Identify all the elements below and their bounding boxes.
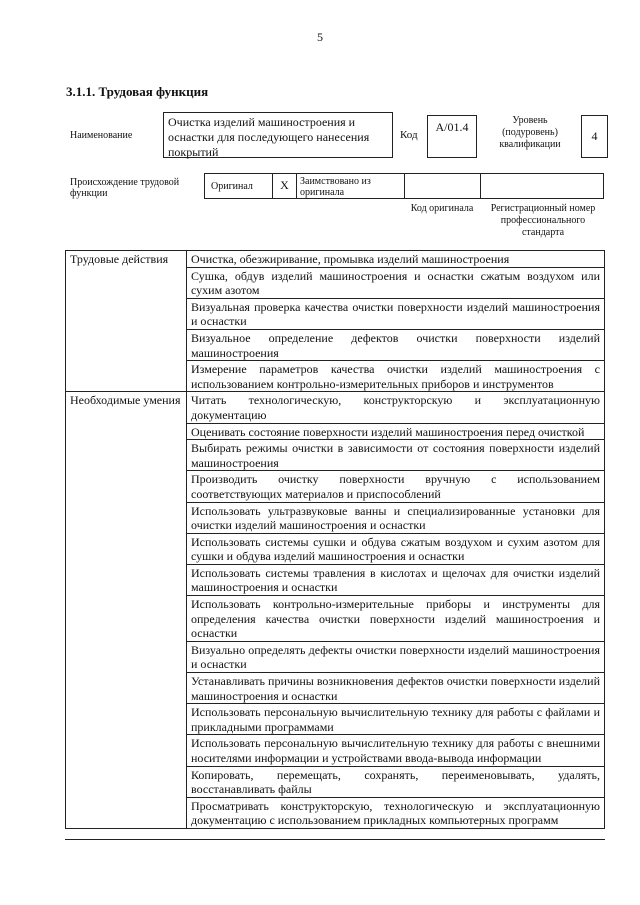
original-code-label: Код оригинала <box>410 203 474 214</box>
function-table <box>65 250 605 829</box>
page-number: 5 <box>317 30 323 44</box>
skill-item: Копировать, перемещать, сохранять, переименовывать, удалять, восстанавливать файлы <box>187 766 605 797</box>
original-label: Оригинал <box>205 174 273 198</box>
section-title: 3.1.1. Трудовая функция <box>66 84 209 99</box>
labor-action-item: Очистка, обезжиривание, промывка изделий машиностроения <box>187 251 605 268</box>
name-value-box: Очистка изделий машиностроения и оснастки для последующего нанесения покрытий <box>163 112 393 158</box>
skill-item: Производить очистку поверхности вручную с использованием соответствующих материалов и приспособлений <box>187 471 605 502</box>
origin-label: Происхождение трудовой функции <box>70 177 180 199</box>
skill-item: Использовать контрольно-измерительные приборы и инструменты для определения качества очистки поверхности изделий машиностроения и оснастки <box>187 596 605 642</box>
skill-item: Использовать персональную вычислительную технику для работы с файлами и прикладными программами <box>187 704 605 735</box>
labor-action-item: Визуальное определение дефектов очистки поверхности изделий машиностроения <box>187 329 605 360</box>
labor-action-item: Визуальная проверка качества очистки поверхности изделий машиностроения и оснастки <box>187 298 605 329</box>
skill-label: Необходимые умения <box>66 392 187 829</box>
labor-action-item: Измерение параметров качества очистки изделий машиностроения с использованием контрольно-измерительных приборов и инструментов <box>187 361 605 392</box>
skill-item: Использовать ультразвуковые ванны и специализированные установки для очистки изделий машиностроения и оснастки <box>187 502 605 533</box>
skill-item: Читать технологическую, конструкторскую и эксплуатационную документацию <box>187 392 605 423</box>
original-code-cell <box>405 174 481 198</box>
skill-item: Выбирать режимы очистки в зависимости от состояния поверхности изделий машиностроения <box>187 440 605 471</box>
table-bottom-line <box>65 839 605 840</box>
labor-action-item: Сушка, обдув изделий машиностроения и оснастки сжатым воздухом или сухим азотом <box>187 267 605 298</box>
code-value-box: А/01.4 <box>427 115 477 158</box>
original-mark: X <box>273 174 297 198</box>
skill-item: Использовать персональную вычислительную технику для работы с внешними носителями информации и устройствами ввода-вывода информации <box>187 735 605 766</box>
skill-item: Просматривать конструкторскую, технологическую и эксплуатационную документацию с использованием прикладных компьютерных программ <box>187 797 605 828</box>
skill-item: Использовать системы сушки и обдува сжатым воздухом и сухим азотом для сушки и обдува изделий машиностроения и оснастки <box>187 533 605 564</box>
labor-action-label: Трудовые действия <box>66 251 187 392</box>
level-value-box: 4 <box>581 115 608 158</box>
code-label: Код <box>400 129 418 141</box>
skill-item: Визуально определять дефекты очистки поверхности изделий машиностроения и оснастки <box>187 641 605 672</box>
labor-action-row <box>66 251 605 268</box>
reg-number-cell <box>481 174 603 198</box>
origin-row <box>204 173 604 199</box>
borrowed-label: Заимствовано из оригинала <box>297 174 405 198</box>
reg-number-label: Регистрационный номер профессионального стандарта <box>490 203 596 238</box>
level-label: Уровень (подуровень) квалификации <box>499 115 561 150</box>
skill-row <box>66 392 605 423</box>
skill-item: Использовать системы травления в кислотах и щелочах для очистки изделий машиностроения и оснастки <box>187 564 605 595</box>
name-label: Наименование <box>70 130 133 141</box>
skill-item: Оценивать состояние поверхности изделий машиностроения перед очисткой <box>187 423 605 440</box>
skill-item: Устанавливать причины возникновения дефектов очистки поверхности изделий машиностроения и оснастки <box>187 673 605 704</box>
